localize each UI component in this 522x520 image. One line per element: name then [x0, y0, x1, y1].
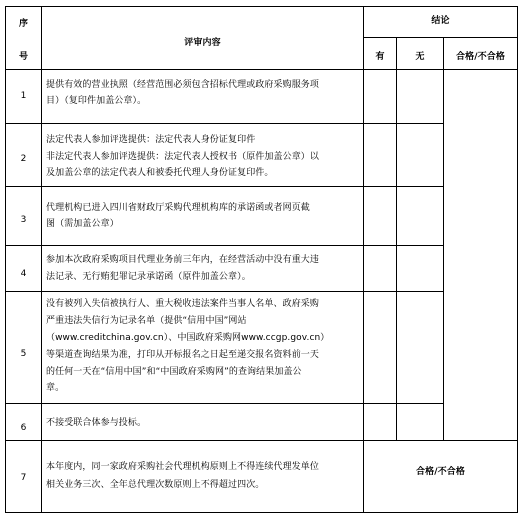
- requirement-text-line: 严重违法失信行为记录名单（提供“信用中国”网站: [46, 316, 247, 326]
- row-line-5: [5, 403, 443, 404]
- border-bottom: [5, 512, 518, 513]
- header-seq-top: 序: [18, 19, 29, 29]
- requirement-text-line: 非法定代表人参加评选提供：法定代表人授权书（原件加盖公章）以: [46, 152, 320, 162]
- requirement-text-line: 相关业务三次、全年总代理次数原则上不得超过四次。: [46, 480, 265, 490]
- header-bottom-line: [5, 69, 518, 70]
- requirement-text-line: 本年度内，同一家政府采购社会代理机构原则上不得连续代理发单位: [46, 462, 320, 472]
- row-line-1: [5, 123, 443, 124]
- requirement-text-line: （www.creditchina.gov.cn）、中国政府采购网www.ccgp.gov.cn）: [46, 333, 330, 343]
- row-number: 2: [20, 154, 27, 164]
- requirement-text-line: 等渠道查询结果为准，打印从开标报名之日起至递交报名资料前一天: [46, 350, 320, 360]
- requirement-text-line: 不接受联合体参与投标。: [46, 418, 147, 428]
- row-number: 6: [20, 423, 27, 433]
- border-top: [5, 6, 518, 7]
- header-seq-bottom: 号: [18, 52, 29, 62]
- border-right: [517, 6, 518, 513]
- row-number: 4: [20, 269, 27, 279]
- requirement-text-line: 没有被列入失信被执行人、重大税收违法案件当事人名单、政府采购: [46, 299, 320, 309]
- row-number: 7: [20, 473, 27, 483]
- requirement-text-line: 提供有效的营业执照（经营范围必须包含招标代理或政府采购服务项: [46, 80, 320, 90]
- no-col-line: [443, 37, 444, 440]
- requirement-text-line: 的任何一天在“信用中国”和“中国政府采购网”的查询结果加盖公: [46, 367, 302, 377]
- requirement-text-line: 代理机构已进入四川省财政厅采购代理机构库的承诺函或者网页截: [46, 203, 310, 213]
- row-7-result: 合格/不合格: [416, 467, 465, 477]
- requirement-text-line: 图（需加盖公章）: [46, 219, 119, 229]
- requirement-text-line: 及加盖公章的法定代表人和被委托代理人身份证复印件。: [46, 168, 274, 178]
- row-line-3: [5, 245, 443, 246]
- requirement-text-line: 参加本次政府采购项目代理业务前三年内，在经营活动中没有重大违: [46, 255, 320, 265]
- requirement-text-line: 法记录、无行贿犯罪记录承诺函（原件加盖公章）。: [46, 272, 251, 282]
- row-number: 5: [20, 349, 27, 359]
- requirement-text-line: 目）（复印件加盖公章）。: [46, 96, 147, 106]
- yes-col-line: [396, 37, 397, 440]
- row-line-4: [5, 291, 443, 292]
- header-no: 无: [415, 52, 425, 62]
- header-content: 评审内容: [184, 38, 221, 48]
- row-line-2: [5, 186, 443, 187]
- requirement-text-line: 法定代表人参加评选提供：法定代表人身份证复印件: [46, 135, 256, 145]
- header-conclusion: 结论: [431, 16, 450, 26]
- content-col-line: [363, 6, 364, 513]
- conclusion-divider: [363, 37, 518, 38]
- row-number: 3: [20, 215, 27, 225]
- row-line-6: [5, 440, 518, 441]
- requirement-text-line: 章。: [46, 383, 65, 393]
- header-yes: 有: [375, 52, 385, 62]
- row-number: 1: [20, 91, 27, 101]
- seq-col-line: [41, 6, 42, 513]
- border-left: [5, 6, 6, 513]
- header-pass-fail: 合格/不合格: [456, 52, 505, 62]
